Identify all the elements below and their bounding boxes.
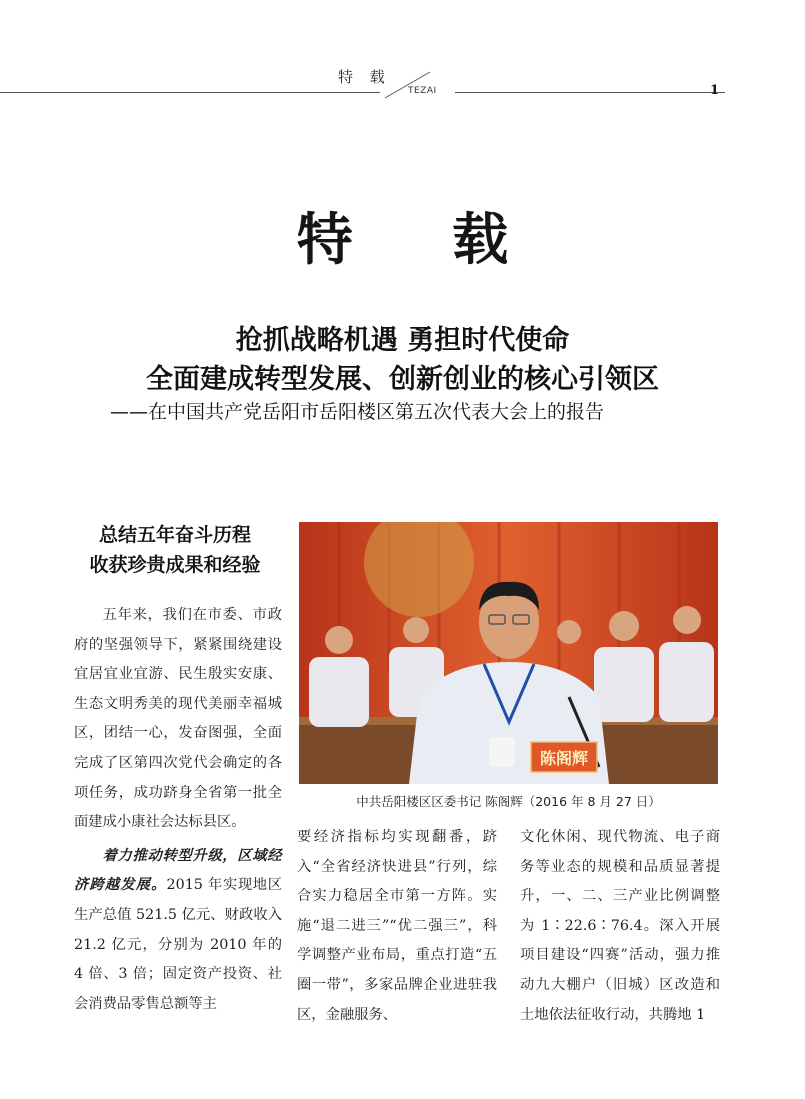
- paragraph-lead: 着力推动转型升级，区域经济跨越发展。: [74, 847, 282, 894]
- article-subtitle: ——在中国共产党岳阳市岳阳楼区第五次代表大会上的报告: [110, 401, 605, 423]
- body-paragraph: 要经济指标均实现翻番，跻入“全省经济快进县”行列，综合实力稳居全市第一方阵。实施“退二进三”“优二强三”，科学调整产业布局，重点打造“五圈一带”，多家品牌企业进驻我区，金融服务、: [297, 829, 497, 1023]
- nameplate-text: 陈阁辉: [539, 749, 589, 768]
- chapter-title: 特 载: [296, 207, 549, 273]
- article-title-line1: 抢抓战略机遇 勇担时代使命: [235, 325, 570, 356]
- page-number: 1: [710, 83, 720, 98]
- photo-illustration: [299, 522, 718, 784]
- body-paragraph: 五年来，我们在市委、市政府的坚强领导下，紧紧围绕建设宜居宜业宜游、民生殷实安康、生态文明秀美的现代美丽幸福城区，团结一心，发奋图强，全面完成了区第四次党代会确定的各项任务，成功跻身全省第一批全面建成小康社会达标县区。: [74, 607, 282, 831]
- running-header-pinyin: TEZAI: [408, 86, 437, 96]
- article-title-line2: 全面建成转型发展、创新创业的核心引领区: [146, 364, 659, 395]
- body-column-3: [520, 823, 720, 1030]
- header-rule-left: [0, 92, 380, 93]
- section-heading-line2: 收获珍贵成果和经验: [89, 554, 261, 576]
- photo: [299, 522, 718, 784]
- body-paragraph: 文化休闲、现代物流、电子商务等业态的规模和品质显著提升，一、二、三产业比例调整为 1∶22.6∶76.4。深入开展项目建设“四赛”活动，强力推动九大棚户（旧城）区改造和土地依法征收行动，共腾地 1: [520, 829, 720, 1023]
- body-paragraph: [74, 842, 282, 1020]
- body-column-2: [297, 823, 497, 1030]
- paragraph-text: 2015 年实现地区生产总值 521.5 亿元、财政收入 21.2 亿元，分别为 2010 年的 4 倍、3 倍；固定资产投资、社会消费品零售总额等主: [74, 877, 283, 1012]
- section-heading-line1: 总结五年奋斗历程: [98, 524, 251, 546]
- photo-caption: 中共岳阳楼区区委书记 陈阁辉（2016 年 8 月 27 日）: [356, 794, 661, 809]
- body-column-1: [74, 601, 282, 1019]
- header-rule-right: [455, 92, 725, 93]
- running-header-title: 特 载: [338, 68, 391, 86]
